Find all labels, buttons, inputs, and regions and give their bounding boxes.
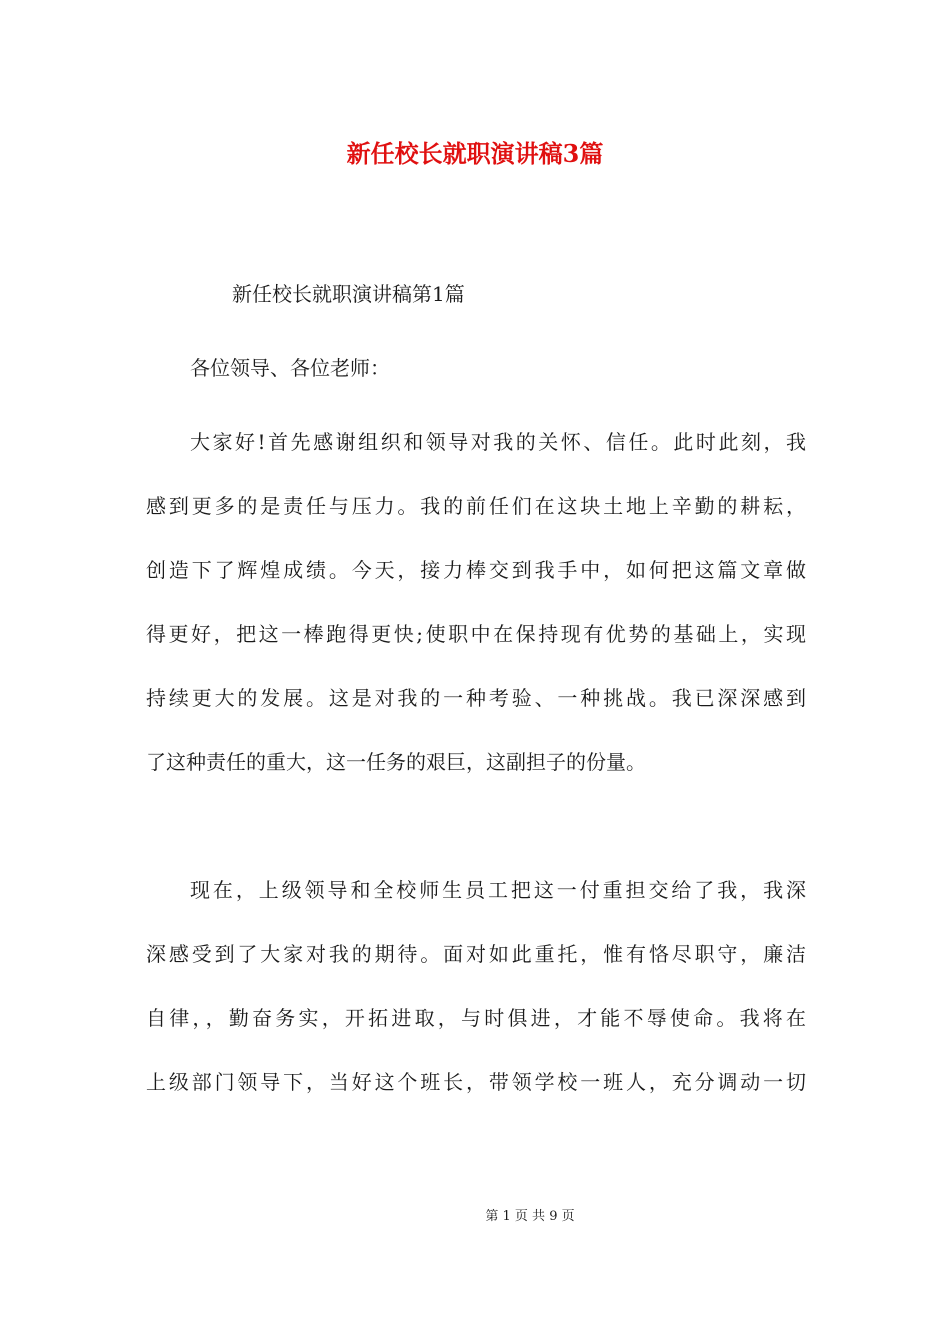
salutation: 各位领导、各位老师： xyxy=(190,356,390,380)
paragraph-line: 自律，，勤奋务实，开拓进取，与时俱进，才能不辱使命。我将在 xyxy=(146,1006,806,1030)
paragraph-line: 持续更大的发展。这是对我的一种考验、一种挑战。我已深深感到 xyxy=(146,686,806,710)
paragraph-line: 现在，上级领导和全校师生员工把这一付重担交给了我，我深 xyxy=(190,878,806,902)
paragraph-line: 感到更多的是责任与压力。我的前任们在这块土地上辛勤的耕耘， xyxy=(146,494,806,518)
paragraph-1 xyxy=(146,410,806,794)
section-subtitle: 新任校长就职演讲稿第1篇 xyxy=(232,282,465,306)
paragraph-line: 上级部门领导下，当好这个班长，带领学校一班人，充分调动一切 xyxy=(146,1070,806,1094)
document-title: 新任校长就职演讲稿3篇 xyxy=(346,139,604,168)
paragraph-line: 创造下了辉煌成绩。今天，接力棒交到我手中，如何把这篇文章做 xyxy=(146,558,806,582)
paragraph-line: 大家好!首先感谢组织和领导对我的关怀、信任。此时此刻，我 xyxy=(190,430,806,454)
paragraph-line: 深感受到了大家对我的期待。面对如此重托，惟有恪尽职守，廉洁 xyxy=(146,942,806,966)
page-footer: 第 1 页 共 9 页 xyxy=(485,1209,575,1224)
paragraph-2 xyxy=(146,858,806,1114)
paragraph-line: 得更好，把这一棒跑得更快;使职中在保持现有优势的基础上，实现 xyxy=(146,622,806,646)
paragraph-line: 了这种责任的重大，这一任务的艰巨，这副担子的份量。 xyxy=(146,750,646,774)
